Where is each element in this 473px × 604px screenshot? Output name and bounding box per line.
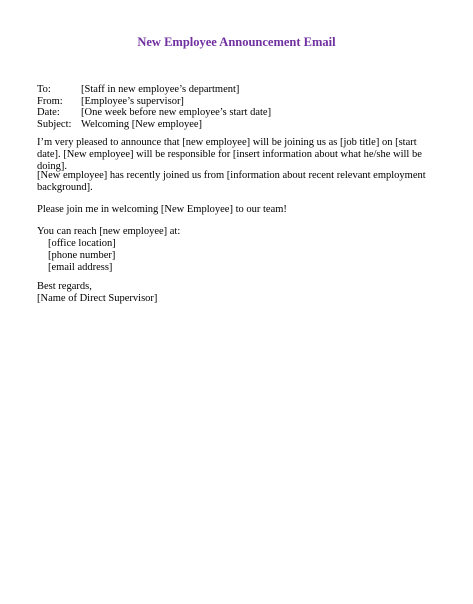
contact-section: [37, 226, 442, 274]
date-row: [37, 107, 271, 119]
reach-intro: You can reach [new employee] at:: [37, 226, 181, 237]
subject-row: [37, 119, 271, 131]
from-value: [Employee’s supervisor]: [81, 95, 184, 107]
subject-value: Welcoming [New employee]: [81, 118, 203, 130]
closing-text: Best regards,: [37, 281, 92, 292]
email-header: [37, 84, 271, 130]
contact-phone-number: [phone number]: [48, 250, 116, 261]
date-value: [One week before new employee’s start date]: [81, 107, 272, 118]
date-label: Date:: [37, 107, 60, 118]
background-paragraph: [New employee] has recently joined us from [information about recent relevant employment background].: [37, 170, 426, 193]
contact-office-location: [office location]: [48, 238, 116, 249]
to-value: [Staff in new employee’s department]: [81, 84, 240, 95]
contact-email-address: [email address]: [48, 262, 113, 273]
subject-label: Subject:: [37, 118, 72, 130]
welcome-paragraph: Please join me in welcoming [New Employee] to our team!: [37, 204, 287, 215]
from-row: [37, 96, 271, 108]
announcement-paragraph: I’m very pleased to announce that [new employee] will be joining us as [job title] on [start date]. [New employee] will be responsible for [insert information about what he/she will be doing].: [37, 137, 422, 172]
document-title: New Employee Announcement Email: [137, 35, 336, 49]
contact-list: [37, 238, 442, 274]
signature-name: [Name of Direct Supervisor]: [37, 293, 158, 304]
to-label: To:: [37, 84, 51, 95]
from-label: From:: [37, 95, 63, 107]
to-row: [37, 84, 271, 96]
sign-off: [37, 281, 442, 305]
